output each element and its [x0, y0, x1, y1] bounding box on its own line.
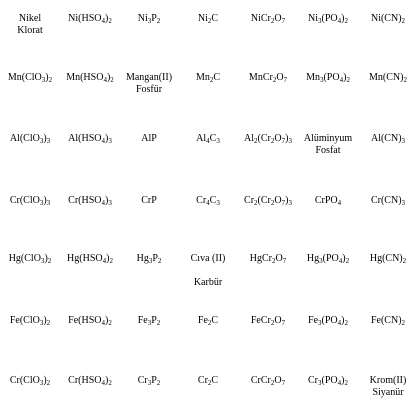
compound-cell-r2-c2: $Mn(HSO_4)_2$: [66, 72, 114, 84]
compound-cell-r2-c5: $MnCr_2O_7$: [248, 72, 288, 84]
compound-cell-r5-c2: $Hg(HSO_4)_2$: [67, 253, 113, 265]
compound-cell-r6-c7: $Fe(CN)_2$: [370, 315, 406, 327]
compound-cell-r5-c3: $Hg_3P_2$: [136, 253, 162, 265]
compound-cell-r4-c1: $Cr(ClO_3)_3$: [9, 195, 51, 207]
compound-cell-r4-c6: CrPO$_4$: [314, 195, 342, 207]
compound-cell-r1-c3: $Ni_3P_2$: [137, 13, 161, 25]
compound-cell-r2-c6: $Mn_3(PO_4)_2$: [306, 72, 350, 84]
compound-cell-r1-c6: $Ni_3(PO_4)_2$: [308, 13, 348, 25]
compound-cell-r4-c4: $Cr_4C_3$: [196, 195, 220, 207]
compound-cell-r5-c5: $HgCr_2O_7$: [249, 253, 287, 265]
compound-cell-r3-c6: Alüminyum Fosfat: [303, 133, 353, 156]
compound-cell-r1-c1: Nikel Klorat: [17, 13, 43, 36]
compound-cell-r7-c7: Krom(II) Siyanür: [369, 375, 407, 398]
compound-cell-r5-c6: $Hg_3(PO_4)_2$: [306, 253, 350, 265]
compound-cell-r7-c1: $Cr(ClO_3)_2$: [9, 375, 51, 387]
compound-cell-r1-c2: $Ni(HSO_4)_2$: [68, 13, 112, 25]
compound-cell-r2-c3: Mangan(II) Fosfür: [125, 72, 173, 95]
compound-cell-r3-c4: $Al_4C_3$: [196, 133, 220, 145]
compound-cell-r5-c4: Cıva (II) Karbür: [190, 253, 226, 288]
compound-cell-r1-c4: $Ni_2C$: [197, 13, 219, 25]
compound-cell-r6-c4: $Fe_2C$: [197, 315, 219, 327]
compound-cell-r3-c7: $Al(CN)_3$: [370, 133, 406, 145]
compound-cell-r7-c3: $Cr_3P_2$: [137, 375, 161, 387]
compound-cell-r3-c1: $Al(ClO_3)_3$: [9, 133, 51, 145]
compound-cell-r7-c2: $Cr(HSO_4)_2$: [68, 375, 112, 387]
compound-cell-r2-c4: $Mn_2C$: [195, 72, 221, 84]
compound-cell-r4-c2: $Cr(HSO_4)_3$: [68, 195, 112, 207]
compound-cell-r6-c6: $Fe_3(PO_4)_2$: [308, 315, 348, 327]
compound-cell-r4-c3: CrP: [141, 195, 157, 206]
compound-cell-r5-c1: $Hg(ClO_3)_2$: [8, 253, 52, 265]
compound-cell-r1-c7: $Ni(CN)_2$: [370, 13, 406, 25]
compound-cell-r7-c4: $Cr_2C$: [197, 375, 219, 387]
compound-cell-r6-c3: $Fe_3P_2$: [137, 315, 161, 327]
compound-cell-r2-c7: $Mn(CN)_2$: [369, 72, 407, 84]
compound-cell-r2-c1: $Mn(ClO_3)_2$: [7, 72, 53, 84]
compound-cell-r7-c5: $CrCr_2O_7$: [250, 375, 286, 387]
compound-cell-r1-c5: $NiCr_2O_7$: [250, 13, 286, 25]
compound-cell-r3-c2: $Al(HSO_4)_3$: [68, 133, 112, 145]
compound-cell-r4-c7: $Cr(CN)_3$: [370, 195, 406, 207]
compound-cell-r6-c1: $Fe(ClO_3)_2$: [9, 315, 51, 327]
compound-cell-r3-c5: $Al_2(Cr_2O_7)_3$: [244, 133, 292, 145]
compound-cell-r6-c2: $Fe(HSO_4)_2$: [68, 315, 112, 327]
compound-cell-r4-c5: $Cr_2(Cr_2O_7)_3$: [244, 195, 292, 207]
compound-cell-r3-c3: AlP: [141, 133, 157, 144]
compound-cell-r7-c6: $Cr_3(PO_4)_2$: [308, 375, 348, 387]
compound-cell-r5-c7: $Hg(CN)_2$: [369, 253, 407, 265]
compound-cell-r6-c5: $FeCr_2O_7$: [250, 315, 286, 327]
